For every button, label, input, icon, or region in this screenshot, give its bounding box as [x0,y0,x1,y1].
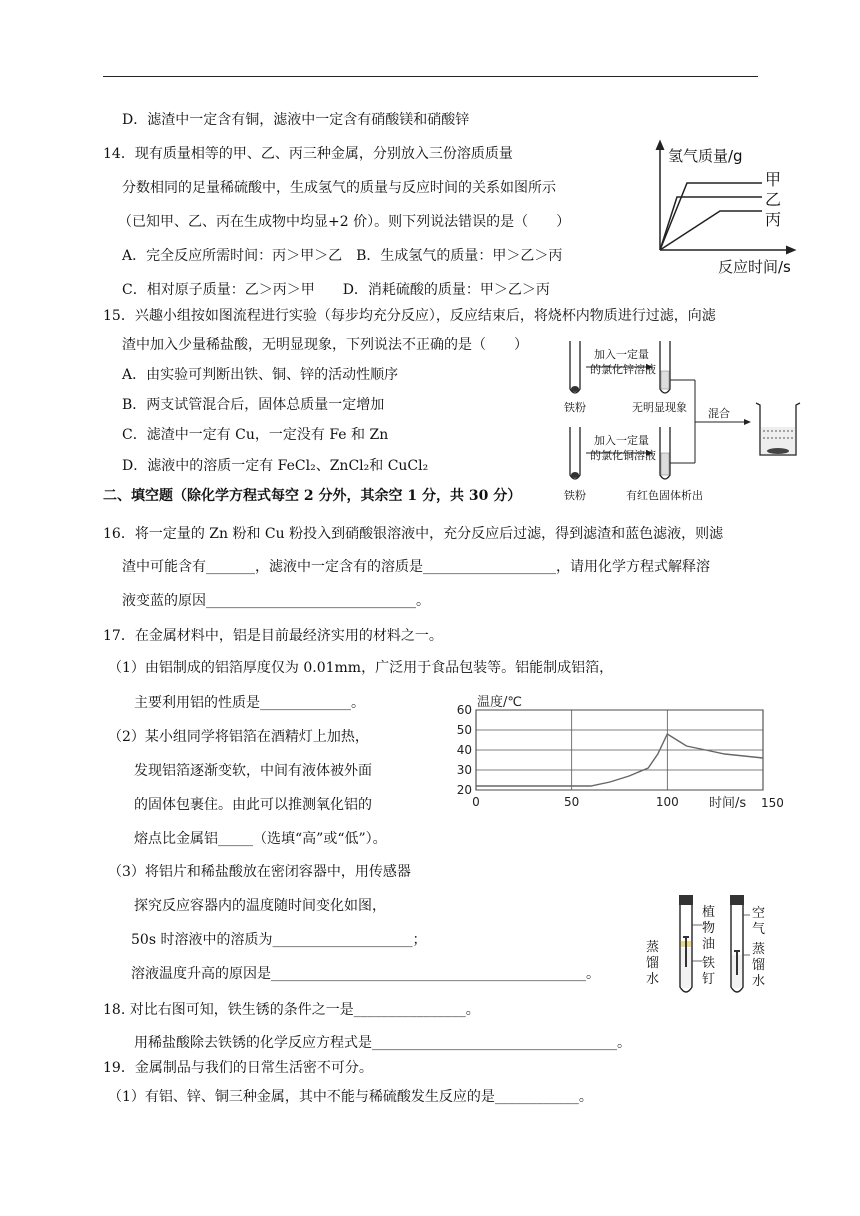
q19-stem: 19．金属制品与我们的日常生活密不可分。 [103,1060,373,1076]
solution-2 [661,453,669,475]
temperature-series-line [476,734,763,786]
x-tick-label: 50 [564,795,580,809]
q14-stem-line1: 14．现有质量相等的甲、乙、丙三种金属，分别放入三份溶质质量 [103,146,513,162]
reagent2-line1: 加入一定量 [594,434,649,447]
q17-part2-line1: （2）某小组同学将铝箔在酒精灯上加热， [108,729,369,745]
label-water-char: 馏 [646,956,660,971]
q17-part2-line3: 的固体包裹住。由此可以推测氧化铝的 [134,797,372,813]
label-nail-char: 钉 [702,972,716,987]
q17-part1-line1: （1）由铝制成的铝箔厚度仅为 0.01mm，广泛用于食品包装等。铝能制成铝箔， [108,660,614,676]
temperature-chart [445,692,784,817]
q17-part3-line1: （3）将铝片和稀盐酸放在密闭容器中，用传感器 [108,864,411,880]
series-line-yi [660,197,762,250]
label-water-char: 蒸 [752,942,766,957]
stopper-right [730,895,744,905]
h2-graph-ylabel: 氢气质量/g [668,147,743,165]
y-tick-label: 40 [456,743,472,757]
y-tick-label: 30 [456,763,472,777]
observation-2: 有红色固体析出 [626,489,703,502]
q13-option-d: D．滤渣中一定含有铜，滤液中一定含有硝酸镁和硝酸锌 [122,112,470,128]
header-rule [103,76,758,77]
x-tick-label: 100 [655,795,679,809]
series-label-bing: 丙 [765,210,782,229]
test-tube-1 [570,341,580,393]
q16-line2: 渣中可能含有_______，滤液中一定含有的溶质是___________________，请用化学方程式解释溶 [122,559,710,575]
tube1-label: 铁粉 [564,401,586,414]
iron-powder-1 [571,386,579,392]
label-nail [702,956,715,988]
q16-line3: 液变蓝的原因______________________________。 [122,593,430,609]
tube2-label: 铁粉 [564,489,586,502]
label-oil-char: 油 [702,937,716,952]
q19-part1: （1）有铝、锌、铜三种金属，其中不能与稀硫酸发生反应的是____________。 [108,1089,593,1105]
q18-line2: 用稀盐酸除去铁锈的化学反应方程式是___________________________________。 [134,1035,631,1051]
mix-label: 混合 [708,407,730,420]
q17-part3-line4: 溶液温度升高的原因是_____________________________________________。 [131,966,600,982]
q14-stem-line2: 分数相同的足量稀硫酸中，生成氢气的质量与反应时间的关系如图所示 [122,180,556,196]
q15-stem-line1: 15．兴趣小组按如图流程进行实验（每步均充分反应），反应结束后，将烧杯内物质进行过滤，向滤 [103,308,716,324]
y-tick-label: 60 [456,703,472,717]
label-water-char: 水 [752,974,766,989]
iron-powder-2 [571,472,579,478]
q17-part3-line2: 探究反应容器内的温度随时间变化如图， [134,898,386,914]
label-oil-char: 物 [702,921,716,936]
y-tick-label: 50 [456,723,472,737]
label-water-char: 水 [646,972,660,987]
label-water-char: 蒸 [646,940,660,955]
y-tick-label: 20 [456,783,472,797]
reagent1-line1: 加入一定量 [594,348,649,361]
q14-stem-line3: （已知甲、乙、丙在生成物中均显+2 价）。则下列说法错误的是（ ） [118,214,571,230]
beaker-solid [767,448,789,454]
stopper-left [679,895,693,905]
q17-part1-line2: 主要利用铝的性质是_____________。 [134,695,365,711]
label-water-left [646,940,659,988]
q14-options-cd: C．相对原子质量：乙＞丙＞甲 D．消耗硫酸的质量：甲＞乙＞丙 [122,282,550,298]
x-axis-label: 时间/s [709,796,747,811]
x-tick-label: 0 [472,795,480,809]
h2-graph-xlabel: 反应时间/s [718,258,791,276]
series-line-bing [660,211,762,250]
observation-1: 无明显现象 [632,401,687,414]
section-2-heading: 二、填空题（除化学方程式每空 2 分外，其余空 1 分，共 30 分） [103,488,522,504]
label-air [752,906,765,938]
series-label-yi: 乙 [765,190,782,209]
label-oil [702,905,715,953]
label-air-char: 气 [752,922,766,937]
label-water-right [752,942,765,990]
q15-option-a: A．由实验可判断出铁、铜、锌的活动性顺序 [122,367,399,383]
q16-line1: 16．将一定量的 Zn 粉和 Cu 粉投入到硝酸银溶液中，充分反应后过滤，得到滤渣和蓝色滤液，则滤 [103,526,724,542]
q17-part2-line4: 熔点比金属铝_____（选填“高”或“低”）。 [134,831,387,847]
test-tube-2 [570,427,580,479]
q17-stem: 17．在金属材料中，铝是目前最经济实用的材料之一。 [103,628,443,644]
label-oil-char: 植 [702,905,716,920]
label-air-char: 空 [752,906,766,921]
label-water-char: 馏 [752,958,766,973]
q17-part2-line2: 发现铝箔逐渐变软，中间有液体被外面 [134,763,372,779]
q15-option-c: C．滤渣中一定有 Cu，一定没有 Fe 和 Zn [122,427,389,443]
reagent2-line2: 的氯化铜溶液 [590,449,656,462]
q17-part3-line3: 50s 时溶液中的溶质为____________________； [131,932,427,948]
q14-options-ab: A．完全反应所需时间：丙＞甲＞乙 B．生成氢气的质量：甲＞乙＞丙 [122,248,563,264]
q15-stem-line2: 渣中加入少量稀盐酸，无明显现象，下列说法不正确的是（ ） [122,337,528,353]
solution-1 [661,371,669,389]
q15-option-d: D．滤液中的溶质一定有 FeCl₂、ZnCl₂和 CuCl₂ [122,458,429,474]
y-axis-label: 温度/℃ [477,695,522,710]
label-nail-char: 铁 [702,956,716,971]
q18-line1: 18. 对比右图可知，铁生锈的条件之一是________________。 [103,1002,480,1018]
q15-option-b: B．两支试管混合后，固体总质量一定增加 [122,397,385,413]
x-tick-label-last: 150 [761,796,784,810]
series-label-jia: 甲 [765,170,782,189]
reagent1-line2: 的氯化锌溶液 [590,363,656,376]
